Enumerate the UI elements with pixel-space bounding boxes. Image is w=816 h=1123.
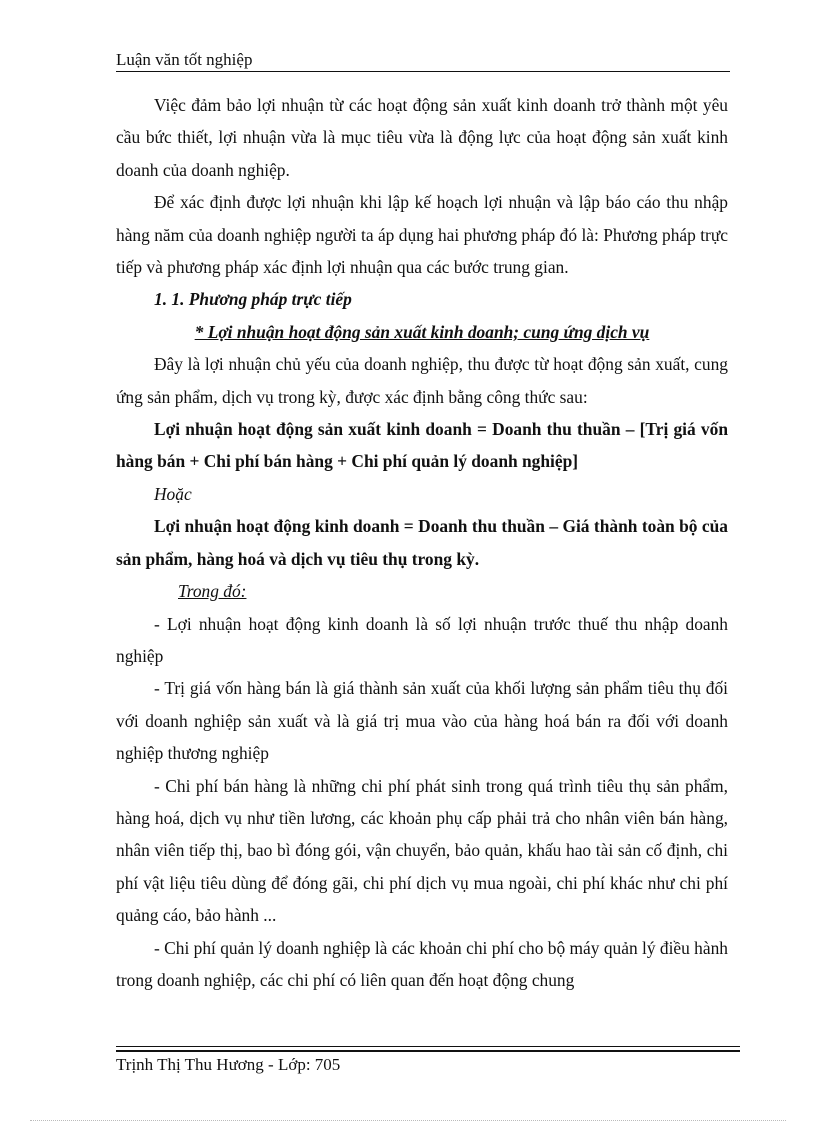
header-rule [116,71,730,72]
paragraph-1: Việc đảm bảo lợi nhuận từ các hoạt động sản xuất kinh doanh trở thành một yêu cầu bức thiết, lợi nhuận vừa là mục tiêu vừa là động lực của hoạt động sản xuất kinh doanh của doanh nghiệp. [116,95,728,180]
bullet-item: - Chi phí quản lý doanh nghiệp là các khoản chi phí cho bộ máy quản lý điều hành trong doanh nghiệp, các chi phí có liên quan đến hoạt động chung [116,937,728,990]
bullet-item: - Lợi nhuận hoạt động kinh doanh là số lợi nhuận trước thuế thu nhập doanh nghiệp [116,613,728,666]
header-title: Luận văn tốt nghiệp [116,50,253,69]
section-heading: 1. 1. Phương pháp trực tiếp [154,289,352,310]
where-label: Trong đó: [178,581,247,602]
formula-1: Lợi nhuận hoạt động sản xuất kinh doanh = Doanh thu thuần – [Trị giá vốn hàng bán + Chi phí bán hàng + Chi phí quản lý doanh nghiệp] [116,419,728,472]
paragraph-3: Đây là lợi nhuận chủ yếu của doanh nghiệp, thu được từ hoạt động sản xuất, cung ứng sản phẩm, dịch vụ trong kỳ, được xác định bằng công thức sau: [116,354,728,407]
footer-rule-thick [116,1050,740,1052]
formula-2: Lợi nhuận hoạt động kinh doanh = Doanh thu thuần – Giá thành toàn bộ của sản phẩm, hàng hoá và dịch vụ tiêu thụ trong kỳ. [116,516,728,569]
page-edge-dotted-line [30,1120,786,1121]
footer-author: Trịnh Thị Thu Hương - Lớp: 705 [116,1055,341,1074]
footer-rule-thin [116,1046,740,1047]
subsection-heading: * Lợi nhuận hoạt động sản xuất kinh doanh; cung ứng dịch vụ [194,321,650,342]
bullet-item: - Chi phí bán hàng là những chi phí phát sinh trong quá trình tiêu thụ sản phẩm, hàng hoá, dịch vụ như tiền lương, các khoản phụ cấp phải trả cho nhân viên bán hàng, nhân viên tiếp thị, bao bì đóng gói, vận chuyển, bảo quản, khấu hao tài sản cố định, chi phí vật liệu tiêu dùng để đóng gãi, chi phí dịch vụ mua ngoài, chi phí khác như chi phí quảng cáo, bảo hành ... [116,775,728,926]
paragraph-2: Để xác định được lợi nhuận khi lập kế hoạch lợi nhuận và lập báo cáo thu nhập hàng năm của doanh nghiệp người ta áp dụng hai phương pháp đó là: Phương pháp trực tiếp và phương pháp xác định lợi nhuận qua các bước trung gian. [116,192,728,278]
document-body [116,89,728,996]
bullet-item: - Trị giá vốn hàng bán là giá thành sản xuất của khối lượng sản phẩm tiêu thụ đối với doanh nghiệp sản xuất và là giá trị mua vào của hàng hoá bán ra đối với doanh nghiệp thương nghiệp [116,678,728,764]
or-label: Hoặc [154,483,192,504]
